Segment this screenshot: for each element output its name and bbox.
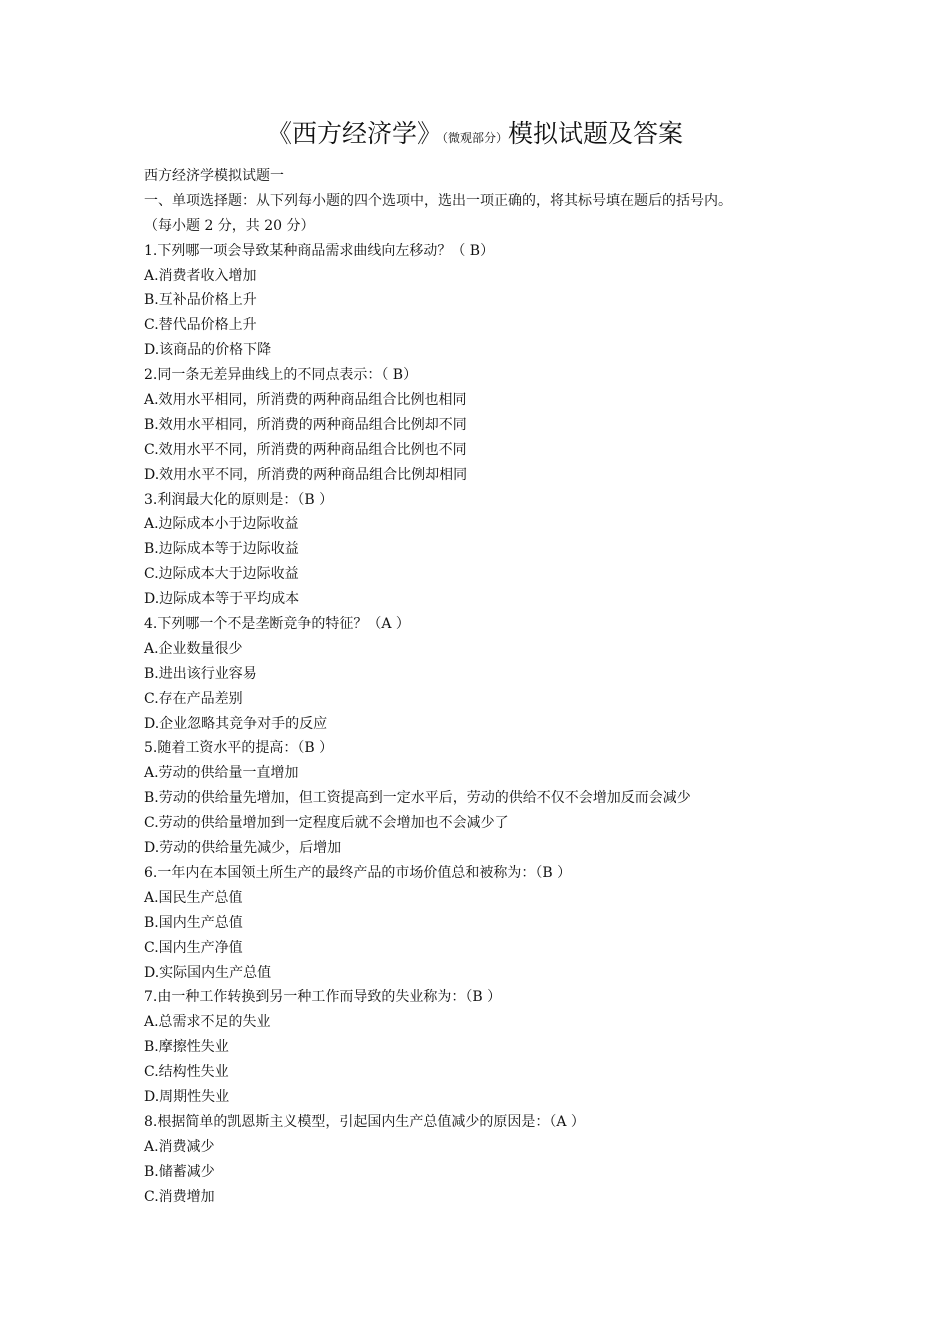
question-option: B.互补品价格上升 [144, 292, 257, 309]
question-option: C.劳动的供给量增加到一定程度后就不会增加也不会减少了 [144, 815, 509, 832]
page-title [0, 114, 950, 158]
question-option: A.消费者收入增加 [144, 267, 257, 284]
question-option: B.储蓄减少 [144, 1163, 215, 1180]
question-option: D.该商品的价格下降 [144, 342, 272, 359]
title-subtitle: （微观部分） [441, 131, 508, 145]
question-stem: 3.利润最大化的原则是：（B ） [144, 491, 334, 508]
question-option: B.摩擦性失业 [144, 1039, 229, 1056]
question-option: D.边际成本等于平均成本 [144, 591, 300, 608]
section-note: （每小题 2 分，共 20 分） [144, 217, 315, 234]
question-option: D.效用水平不同，所消费的两种商品组合比例却相同 [144, 466, 468, 483]
question-option: C.替代品价格上升 [144, 317, 257, 334]
question-6 [144, 861, 934, 985]
question-option: A.总需求不足的失业 [144, 1014, 271, 1031]
question-option: B.边际成本等于边际收益 [144, 541, 299, 558]
section-heading: 一、单项选择题：从下列每小题的四个选项中，选出一项正确的，将其标号填在题后的括号内。 [144, 192, 732, 209]
question-stem: 2.同一条无差异曲线上的不同点表示：（ B） [144, 367, 418, 384]
title-book-name: 《西方经济学》 [266, 119, 442, 148]
question-stem: 5.随着工资水平的提高：（B ） [144, 740, 334, 757]
question-option: C.消费增加 [144, 1188, 215, 1205]
question-option: C.结构性失业 [144, 1064, 229, 1081]
question-4 [144, 612, 934, 736]
document-body [144, 164, 934, 1209]
question-option: A.效用水平相同，所消费的两种商品组合比例也相同 [144, 392, 467, 409]
question-5 [144, 736, 934, 860]
question-option: A.企业数量很少 [144, 640, 243, 657]
question-option: D.劳动的供给量先减少，后增加 [144, 840, 342, 857]
exam-name: 西方经济学模拟试题一 [144, 168, 284, 184]
question-option: C.国内生产净值 [144, 939, 243, 956]
question-option: A.劳动的供给量一直增加 [144, 765, 299, 782]
question-8 [144, 1110, 934, 1210]
question-1 [144, 239, 934, 363]
question-option: C.效用水平不同，所消费的两种商品组合比例也不同 [144, 441, 467, 458]
question-7 [144, 985, 934, 1109]
question-stem: 1.下列哪一项会导致某种商品需求曲线向左移动？（ B） [144, 242, 495, 259]
question-stem: 8.根据简单的凯恩斯主义模型，引起国内生产总值减少的原因是：（A ） [144, 1113, 585, 1130]
question-stem: 6.一年内在本国领土所生产的最终产品的市场价值总和被称为：（B ） [144, 864, 572, 881]
question-stem: 7.由一种工作转换到另一种工作而导致的失业称为：（B ） [144, 989, 502, 1006]
question-option: B.国内生产总值 [144, 914, 243, 931]
question-option: A.消费减少 [144, 1138, 215, 1155]
question-option: D.企业忽略其竞争对手的反应 [144, 715, 328, 732]
title-suffix: 模拟试题及答案 [508, 119, 684, 148]
question-stem: 4.下列哪一个不是垄断竞争的特征？（A ） [144, 616, 410, 633]
question-option: D.实际国内生产总值 [144, 964, 272, 981]
question-option: C.边际成本大于边际收益 [144, 566, 299, 583]
question-option: B.效用水平相同，所消费的两种商品组合比例却不同 [144, 416, 467, 433]
question-option: B.进出该行业容易 [144, 665, 257, 682]
question-2 [144, 363, 934, 487]
question-option: A.边际成本小于边际收益 [144, 516, 299, 533]
question-option: A.国民生产总值 [144, 889, 243, 906]
question-option: C.存在产品差别 [144, 690, 243, 707]
question-option: D.周期性失业 [144, 1088, 230, 1105]
question-option: B.劳动的供给量先增加，但工资提高到一定水平后，劳动的供给不仅不会增加反而会减少 [144, 790, 691, 807]
question-3 [144, 488, 934, 612]
